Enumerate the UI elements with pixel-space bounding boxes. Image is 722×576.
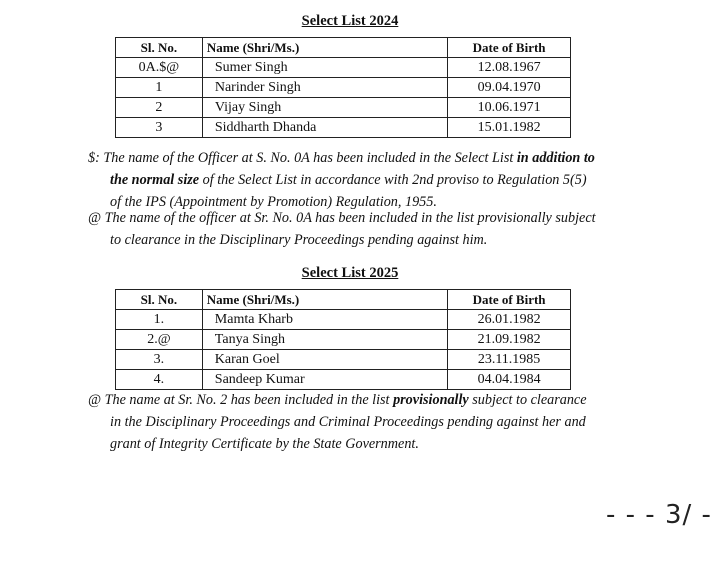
cell-dob: 09.04.1970: [448, 78, 571, 98]
table-row: [116, 98, 571, 118]
col-header-sl-no: Sl. No.: [116, 38, 203, 58]
table-row: [116, 330, 571, 350]
footnote-at-2025-line3: grant of Integrity Certificate by the State Government.: [110, 436, 419, 452]
cell-name: Mamta Kharb: [202, 310, 447, 330]
cell-dob: 23.11.1985: [448, 350, 571, 370]
cell-sl-no: 1: [116, 78, 203, 98]
cell-dob: 04.04.1984: [448, 370, 571, 390]
footnote-dollar-line3: of the IPS (Appointment by Promotion) Regulation, 1955.: [110, 194, 437, 210]
cell-sl-no: 4.: [116, 370, 203, 390]
col-header-name: Name (Shri/Ms.): [202, 290, 447, 310]
select-list-2025-table: [115, 289, 571, 390]
cell-dob: 15.01.1982: [448, 118, 571, 138]
footnote-at-2025-bold: provisionally: [393, 392, 469, 408]
select-list-2024-table: [115, 37, 571, 138]
cell-name: Narinder Singh: [202, 78, 447, 98]
cell-sl-no: 2: [116, 98, 203, 118]
footnote-dollar-bold2: the normal size: [110, 172, 200, 188]
cell-name: Siddharth Dhanda: [202, 118, 447, 138]
footnote-at-2025-text: @ The name at Sr. No. 2 has been included in the list: [88, 392, 394, 408]
footnote-at-line1: @ The name of the officer at Sr. No. 0A has been included in the list provisionally subject: [88, 210, 596, 226]
footnote-at-line2: to clearance in the Disciplinary Proceedings pending against him.: [110, 232, 488, 248]
table-header-row: [116, 290, 571, 310]
footnote-at-2024: [88, 207, 708, 251]
col-header-name: Name (Shri/Ms.): [202, 38, 447, 58]
cell-dob: 12.08.1967: [448, 58, 571, 78]
select-list-2025-title: Select List 2025: [301, 265, 399, 281]
footnote-dollar: [88, 147, 708, 213]
footnote-dollar-text: $: The name of the Officer at S. No. 0A has been included in the Select List: [88, 150, 517, 166]
cell-sl-no: 0A.$@: [116, 58, 203, 78]
table-header-row: [116, 38, 571, 58]
table-row: [116, 118, 571, 138]
table-row: [116, 58, 571, 78]
footnote-at-2025: [88, 389, 713, 455]
cell-name: Karan Goel: [202, 350, 447, 370]
footnote-at-2025-line2: in the Disciplinary Proceedings and Criminal Proceedings pending against her and: [110, 414, 586, 430]
table-row: [116, 78, 571, 98]
table-row: [116, 350, 571, 370]
cell-sl-no: 3.: [116, 350, 203, 370]
cell-sl-no: 1.: [116, 310, 203, 330]
col-header-dob: Date of Birth: [448, 290, 571, 310]
cell-name: Sumer Singh: [202, 58, 447, 78]
cell-name: Sandeep Kumar: [202, 370, 447, 390]
page-number-marker: - - - 3/ -: [606, 500, 712, 530]
footnote-dollar-bold: in addition to: [516, 150, 595, 166]
cell-sl-no: 2.@: [116, 330, 203, 350]
col-header-sl-no: Sl. No.: [116, 290, 203, 310]
cell-sl-no: 3: [116, 118, 203, 138]
cell-dob: 21.09.1982: [448, 330, 571, 350]
cell-name: Tanya Singh: [202, 330, 447, 350]
cell-name: Vijay Singh: [202, 98, 447, 118]
footnote-dollar-line2: [88, 169, 708, 191]
table-row: [116, 370, 571, 390]
footnote-at-2025-text-post: subject to clearance: [468, 392, 587, 408]
cell-dob: 10.06.1971: [448, 98, 571, 118]
table-row: [116, 310, 571, 330]
col-header-dob: Date of Birth: [448, 38, 571, 58]
footnote-dollar-text2: of the Select List in accordance with 2nd proviso to Regulation 5(5): [199, 172, 587, 188]
cell-dob: 26.01.1982: [448, 310, 571, 330]
select-list-2024-title: Select List 2024: [301, 13, 399, 29]
